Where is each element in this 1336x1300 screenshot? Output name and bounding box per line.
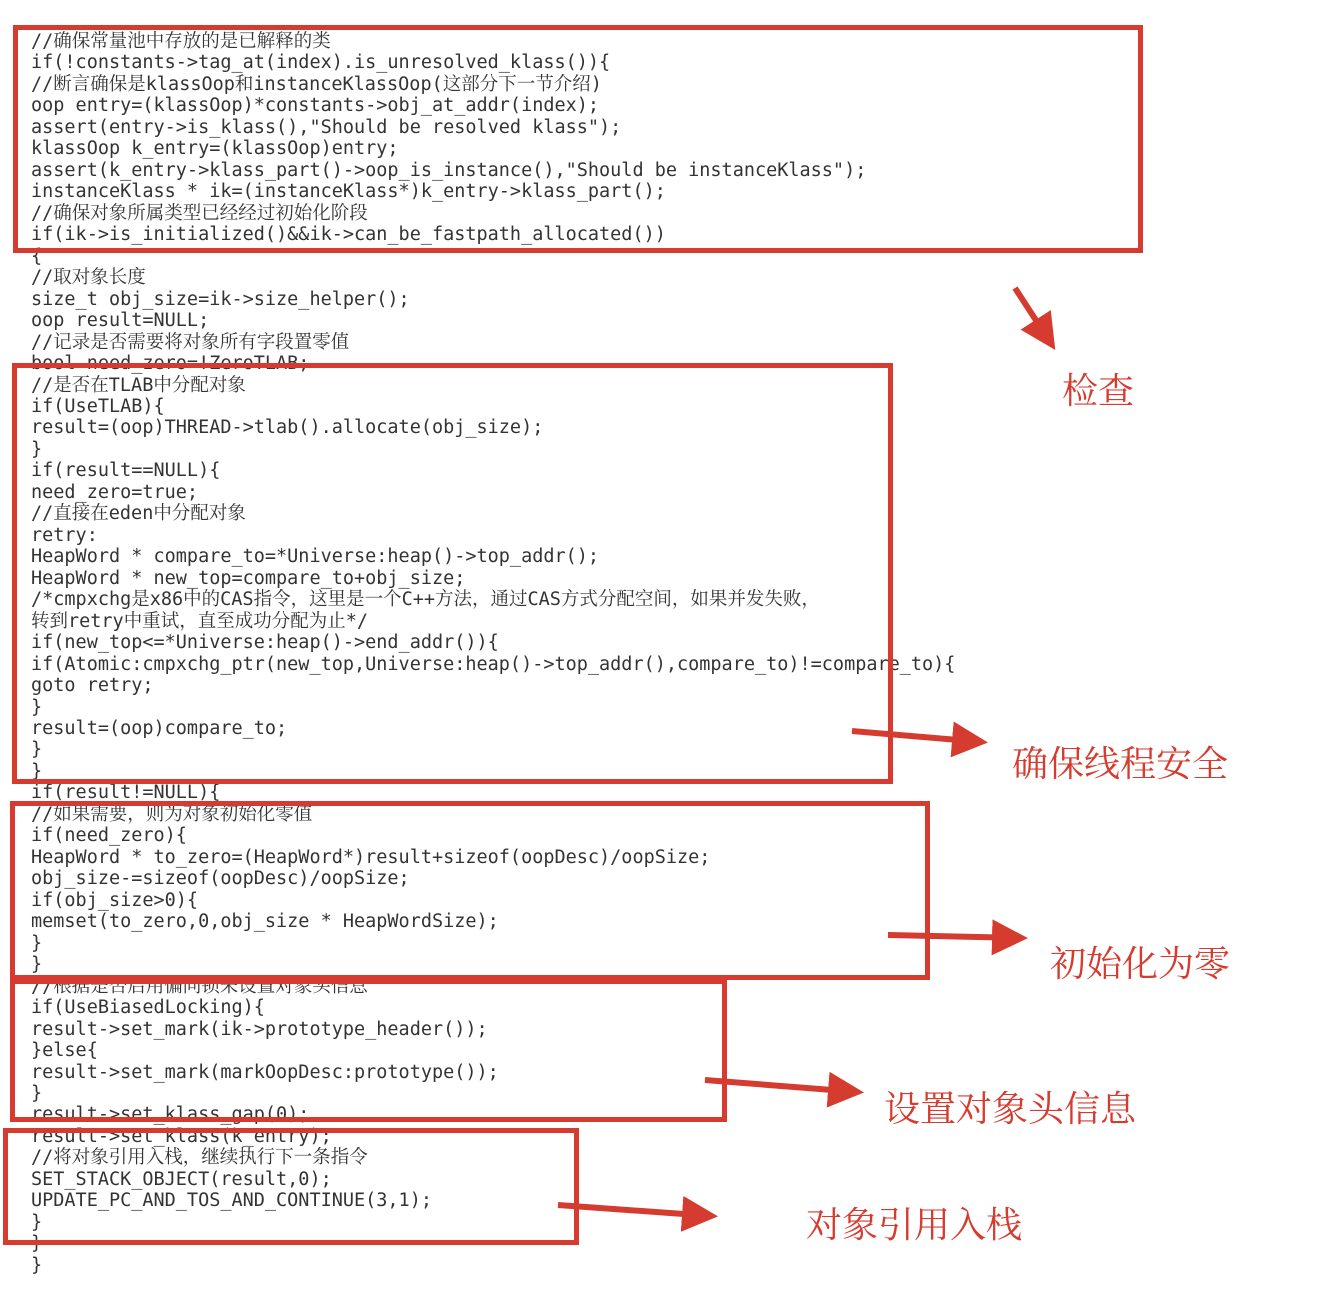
arrow-zero-init xyxy=(888,935,1022,938)
code-line: result->set_klass(k_entry); xyxy=(31,1125,332,1147)
code-line: UPDATE_PC_AND_TOS_AND_CONTINUE(3,1); xyxy=(31,1190,432,1212)
label-push-stack: 对象引用入栈 xyxy=(806,1205,1023,1246)
code-line: goto retry; xyxy=(31,675,154,697)
arrow-check xyxy=(1015,288,1052,345)
code-line: result=(oop)THREAD->tlab().allocate(obj_size); xyxy=(31,417,544,439)
arrow-thread-safety xyxy=(852,731,982,742)
code-line: //将对象引用入栈，继续执行下一条指令 xyxy=(31,1147,368,1169)
code-line: if(new_top<=*Universe:heap()->end_addr()){ xyxy=(31,632,499,654)
code-line: result->set_mark(ik->prototype_header()); xyxy=(31,1018,488,1040)
code-line: //断言确保是klassOop和instanceKlassOop(这部分下一节介绍) xyxy=(31,73,602,95)
code-line: oop result=NULL; xyxy=(31,310,210,332)
code-line: if(obj_size>0){ xyxy=(31,889,199,911)
code-line: assert(k_entry->klass_part()->oop_is_instance(),"Should be instanceKlass"); xyxy=(31,159,867,181)
code-line: /*cmpxchg是x86中的CAS指令，这里是一个C++方法，通过CAS方式分配空间，如果并发失败， xyxy=(31,589,820,611)
code-line: } xyxy=(31,932,43,954)
code-line: if(result!=NULL){ xyxy=(31,782,221,804)
code-line: } xyxy=(31,438,43,460)
code-line: obj_size-=sizeof(oopDesc)/oopSize; xyxy=(31,868,410,890)
code-line: if(!constants->tag_at(index).is_unresolved_klass()){ xyxy=(31,52,611,74)
code-line: if(result==NULL){ xyxy=(31,460,221,482)
code-line: //确保常量池中存放的是已解释的类 xyxy=(31,31,331,52)
code-line: HeapWord * to_zero=(HeapWord*)result+sizeof(oopDesc)/oopSize; xyxy=(31,846,711,868)
code-line: } xyxy=(31,1254,43,1276)
code-line: bool need_zero=!ZeroTLAB; xyxy=(31,353,310,375)
code-line: HeapWord * compare_to=*Universe:heap()->top_addr(); xyxy=(31,546,600,568)
code-line: } xyxy=(31,954,43,976)
code-line: //记录是否需要将对象所有字段置零值 xyxy=(31,331,350,353)
code-line: result=(oop)compare_to; xyxy=(31,718,288,739)
code-line: memset(to_zero,0,obj_size * HeapWordSize); xyxy=(31,911,499,933)
code-line: //是否在TLAB中分配对象 xyxy=(31,374,246,396)
code-line: }else{ xyxy=(31,1040,98,1062)
code-line: size_t obj_size=ik->size_helper(); xyxy=(31,288,410,310)
code-line: //确保对象所属类型已经经过初始化阶段 xyxy=(31,202,368,224)
code-line: need_zero=true; xyxy=(31,481,199,503)
arrow-header-info xyxy=(705,1080,858,1092)
code-line: } xyxy=(31,739,43,761)
code-line: //根据是否启用偏向锁来设置对象头信息 xyxy=(31,975,368,997)
code-line: 转到retry中重试，直至成功分配为止*/ xyxy=(31,610,368,632)
code-line: //直接在eden中分配对象 xyxy=(31,503,246,525)
code-line: result->set_mark(markOopDesc:prototype()); xyxy=(31,1061,499,1083)
code-line: } xyxy=(31,1082,43,1104)
code-line: result->set_klass_gap(0); xyxy=(31,1104,310,1126)
code-line: if(ik->is_initialized()&&ik->can_be_fastpath_allocated()) xyxy=(31,224,666,246)
arrow-push-stack xyxy=(558,1205,712,1216)
code-line: } xyxy=(31,760,43,782)
code-line: { xyxy=(31,245,43,267)
code-line: } xyxy=(31,696,43,718)
code-line: } xyxy=(31,1211,43,1233)
code-line: if(UseBiasedLocking){ xyxy=(31,997,265,1019)
code-line: instanceKlass * ik=(instanceKlass*)k_entry->klass_part(); xyxy=(31,181,666,203)
code-line: } xyxy=(31,1233,43,1255)
label-zero-init: 初始化为零 xyxy=(1050,944,1231,985)
code-line: retry: xyxy=(31,524,98,546)
code-line: oop entry=(klassOop)*constants->obj_at_addr(index); xyxy=(31,95,600,117)
code-line: if(need_zero){ xyxy=(31,825,187,847)
code-line: if(Atomic:cmpxchg_ptr(new_top,Universe:heap()->top_addr(),compare_to)!=compare_to){ xyxy=(31,653,956,675)
code-line: HeapWord * new_top=compare_to+obj_size; xyxy=(31,567,466,589)
code-line: SET_STACK_OBJECT(result,0); xyxy=(31,1168,332,1190)
label-check: 检查 xyxy=(1062,371,1135,412)
code-line: //取对象长度 xyxy=(31,267,146,289)
code-line: assert(entry->is_klass(),"Should be resolved klass"); xyxy=(31,116,622,138)
code-line: klassOop k_entry=(klassOop)entry; xyxy=(31,138,399,160)
code-line: //如果需要，则为对象初始化零值 xyxy=(31,803,313,825)
label-header-info: 设置对象头信息 xyxy=(884,1089,1137,1130)
code-line: if(UseTLAB){ xyxy=(31,395,165,417)
label-thread-safety: 确保线程安全 xyxy=(1012,744,1229,785)
